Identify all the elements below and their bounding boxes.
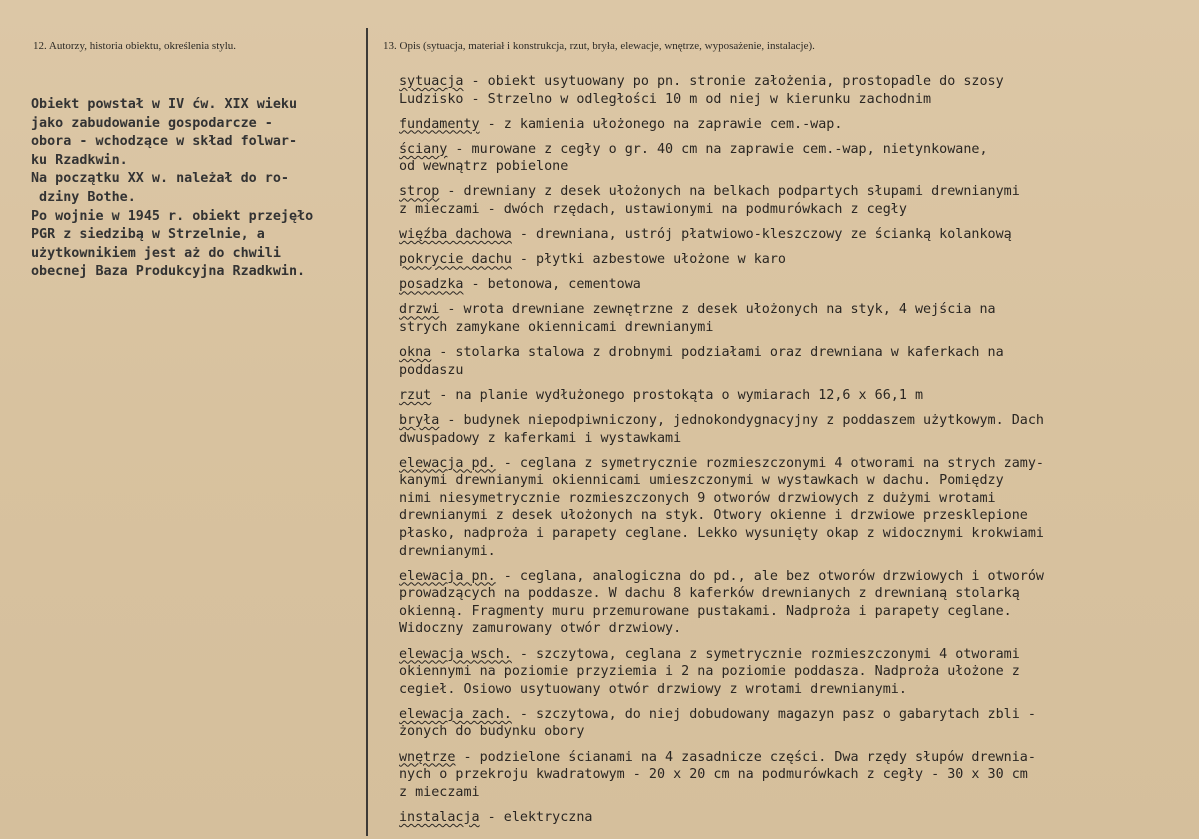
entry-first-line xyxy=(399,809,1189,827)
entry-first-line xyxy=(399,568,1189,586)
history-line: ku Rzadkwin. xyxy=(31,152,128,168)
section-12-header: 12. Autorzy, historia obiektu, określenia stylu. xyxy=(33,40,237,52)
entry-continuation-line: strych zamykane okiennicami drewnianymi xyxy=(399,320,714,336)
description-entry xyxy=(399,183,1189,218)
entry-continuation-line: prowadzących na poddasze. W dachu 8 kaferków drewnianych z drewnianą stolarką xyxy=(399,586,1020,602)
entry-keyword: ściany xyxy=(399,141,448,157)
entry-keyword: więźba dachowa xyxy=(399,227,512,243)
entry-first-line xyxy=(399,301,1189,319)
entry-continuation-line: okienną. Fragmenty muru przemurowane pustakami. Nadproża i parapety ceglane. xyxy=(399,603,1012,619)
entry-keyword: wnętrze xyxy=(399,749,456,765)
entry-continuation-line: nimi niesymetrycznie rozmieszczonych 9 otworów drzwiowych z dużymi wrotami xyxy=(399,490,996,506)
description-entry xyxy=(399,646,1189,699)
entry-text: - szczytowa, do niej dobudowany magazyn pasz o gabarytach zbli - xyxy=(511,706,1036,722)
entry-keyword: drzwi xyxy=(399,302,440,318)
entry-continuation-line: drewnianymi. xyxy=(399,543,496,559)
entry-continuation-line: dwuspadowy z kaferkami i wystawkami xyxy=(399,430,682,446)
entry-text: - na planie wydłużonego prostokąta o wymiarach 12,6 x 66,1 m xyxy=(431,387,924,403)
column-divider xyxy=(366,28,368,836)
description-entry xyxy=(399,141,1189,176)
description-text xyxy=(399,73,1189,834)
entry-continuation-line: z mieczami - dwóch rzędach, ustawionymi na podmurówkach z cegły xyxy=(399,202,907,218)
entry-text: - drewniana, ustrój płatwiowo-kleszczowy ze ścianką kolankową xyxy=(511,227,1012,243)
entry-first-line xyxy=(399,749,1189,767)
description-entry xyxy=(399,301,1189,336)
entry-continuation-line: od wewnątrz pobielone xyxy=(399,159,569,175)
history-line: Obiekt powstał w IV ćw. XIX wieku xyxy=(31,97,298,112)
entry-text: - z kamienia ułożonego na zaprawie cem.-wap. xyxy=(479,116,843,132)
entry-keyword: elewacja wsch. xyxy=(399,646,512,662)
entry-keyword: sytuacja xyxy=(399,74,464,89)
entry-continuation-line: nych o przekroju kwadratowym - 20 x 20 cm na podmurówkach z cegły - 30 x 30 cm xyxy=(399,767,1028,783)
entry-continuation-line: z mieczami xyxy=(399,784,480,800)
description-entry xyxy=(399,412,1189,447)
entry-text: - obiekt usytuowany po pn. stronie założenia, prostopadle do szosy xyxy=(463,74,1004,89)
entry-keyword: elewacja zach. xyxy=(399,706,512,722)
entry-continuation-line: cegieł. Osiowo usytuowany otwór drzwiowy z wrotami drewnianymi. xyxy=(399,681,907,697)
description-entry xyxy=(399,387,1189,405)
description-entry xyxy=(399,344,1189,379)
entry-first-line xyxy=(399,646,1189,664)
entry-continuation-line: żonych do budynku obory xyxy=(399,724,585,740)
entry-keyword: fundamenty xyxy=(399,116,480,132)
entry-first-line xyxy=(399,706,1189,724)
entry-text: - ceglana z symetrycznie rozmieszczonymi 4 otworami na strych zamy- xyxy=(495,455,1044,471)
entry-continuation-line: Widoczny zamurowany otwór drzwiowy. xyxy=(399,621,682,637)
entry-first-line xyxy=(399,412,1189,430)
description-entry xyxy=(399,116,1189,134)
entry-first-line xyxy=(399,276,1189,294)
entry-keyword: rzut xyxy=(399,387,432,403)
entry-keyword: bryła xyxy=(399,412,440,428)
entry-keyword: elewacja pd. xyxy=(399,455,496,471)
entry-keyword: posadzka xyxy=(399,277,464,293)
entry-first-line xyxy=(399,73,1189,91)
entry-first-line xyxy=(399,387,1189,405)
section-13-header: 13. Opis (sytuacja, materiał i konstrukcja, rzut, bryła, elewacje, wnętrze, wyposażenie, instalacje). xyxy=(383,40,815,52)
entry-text: - wrota drewniane zewnętrzne z desek ułożonych na styk, 4 wejścia na xyxy=(439,302,996,318)
entry-keyword: okna xyxy=(399,345,432,361)
entry-text: - szczytowa, ceglana z symetrycznie rozmieszczonymi 4 otworami xyxy=(511,646,1020,662)
entry-text: - murowane z cegły o gr. 40 cm na zaprawie cem.-wap, nietynkowane, xyxy=(447,141,988,157)
entry-keyword: elewacja pn. xyxy=(399,568,496,584)
entry-keyword: pokrycie dachu xyxy=(399,252,512,268)
description-entry xyxy=(399,809,1189,827)
description-entry xyxy=(399,568,1189,638)
entry-first-line xyxy=(399,344,1189,362)
description-entry xyxy=(399,251,1189,269)
history-line: obora - wchodzące w skład folwar- xyxy=(31,134,298,150)
entry-continuation-line: kanymi drewnianymi okiennicami umieszczonymi w wystawkach w dachu. Pomiędzy xyxy=(399,473,1004,489)
entry-text: - płytki azbestowe ułożone w karo xyxy=(511,252,786,268)
description-entry xyxy=(399,455,1189,561)
description-entry xyxy=(399,226,1189,244)
history-line: obecnej Baza Produkcyjna Rzadkwin. xyxy=(31,264,306,280)
entry-text: - podzielone ścianami na 4 zasadnicze części. Dwa rzędy słupów drewnia- xyxy=(455,749,1036,765)
entry-continuation-line: drewnianymi z desek ułożonych na styk. Otwory okienne i drzwiowe przesklepione xyxy=(399,508,1028,524)
history-line: Po wojnie w 1945 r. obiekt przejęło xyxy=(31,208,314,224)
entry-first-line xyxy=(399,116,1189,134)
entry-first-line xyxy=(399,141,1189,159)
entry-keyword: strop xyxy=(399,184,440,200)
entry-first-line xyxy=(399,455,1189,473)
entry-text: - ceglana, analogiczna do pd., ale bez otworów drzwiowych i otworów xyxy=(495,568,1044,584)
history-line: jako zabudowanie gospodarcze - xyxy=(31,115,273,131)
entry-continuation-line: poddaszu xyxy=(399,362,464,378)
history-line: Na początku XX w. należał do ro- xyxy=(31,171,289,187)
history-line: dziny Bothe. xyxy=(31,189,136,205)
entry-text: - drewniany z desek ułożonych na belkach podpartych słupami drewnianymi xyxy=(439,184,1020,200)
entry-continuation-line: okiennymi na poziomie przyziemia i 2 na poziomie poddasza. Nadproża ułożone z xyxy=(399,664,1020,680)
description-entry xyxy=(399,276,1189,294)
entry-text: - budynek niepodpiwniczony, jednokondygnacyjny z poddaszem użytkowym. Dach xyxy=(439,412,1044,428)
description-entry xyxy=(399,749,1189,802)
history-line: PGR z siedzibą w Strzelnie, a xyxy=(31,227,265,243)
entry-text: - betonowa, cementowa xyxy=(463,277,641,293)
entry-continuation-line: płasko, nadproża i parapety ceglane. Lekko wysunięty okap z widocznymi krokwiami xyxy=(399,525,1044,541)
entry-text: - elektryczna xyxy=(479,809,593,825)
description-entry xyxy=(399,73,1189,108)
description-entry xyxy=(399,706,1189,741)
entry-first-line xyxy=(399,183,1189,201)
entry-continuation-line: Ludzisko - Strzelno w odległości 10 m od niej w kierunku zachodnim xyxy=(399,91,932,107)
entry-first-line xyxy=(399,226,1189,244)
entry-first-line xyxy=(399,251,1189,269)
history-line: użytkownikiem jest aż do chwili xyxy=(31,245,281,261)
history-text xyxy=(31,96,361,282)
entry-text: - stolarka stalowa z drobnymi podziałami oraz drewniana w kaferkach na xyxy=(431,345,1004,361)
entry-keyword: instalacja xyxy=(399,809,480,825)
